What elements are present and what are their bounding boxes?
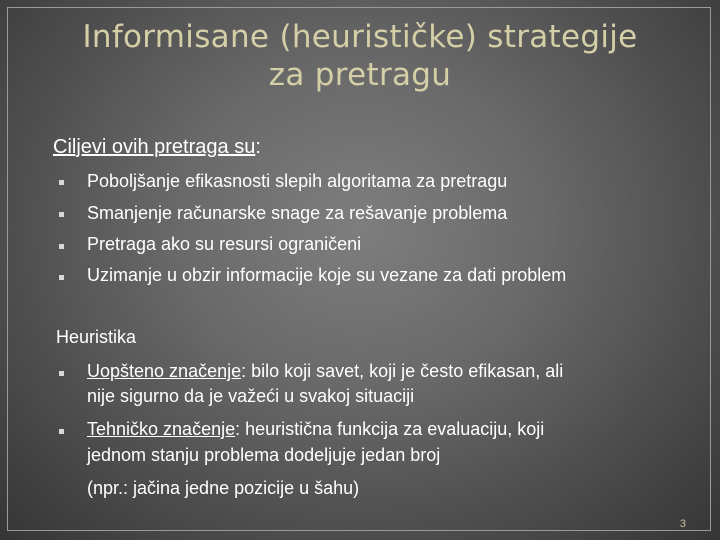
bullet-icon [59, 429, 64, 434]
heuristic-item-1-line-1 [87, 360, 563, 382]
heuristic-item-2-line-2: jednom stanju problema dodeljuje jedan broj [87, 445, 441, 465]
page-number: 3 [679, 518, 686, 530]
heuristic-term-technical: Tehničko značenje [87, 419, 236, 439]
bullet-icon [59, 180, 64, 185]
goals-heading-text: Ciljevi ovih pretraga su [53, 136, 256, 158]
heuristic-item-2-rest: : heuristična funkcija za evaluaciju, koji [235, 419, 545, 439]
goal-item-4: Uzimanje u obzir informacije koje su vezane za dati problem [87, 265, 567, 285]
title-line-1: Informisane (heurističke) strategije [82, 19, 638, 55]
heuristic-item-2-line-3: (npr.: jačina jedne pozicije u šahu) [87, 478, 360, 498]
bullet-icon [59, 244, 64, 249]
bullet-icon [59, 212, 64, 217]
title-line-2: za pretragu [268, 57, 452, 93]
heuristic-item-1-line-2: nije sigurno da je važeći u svakoj situaciji [87, 386, 415, 406]
goal-item-3: Pretraga ako su resursi ograničeni [87, 234, 362, 254]
heuristics-heading: Heuristika [56, 327, 137, 347]
goals-heading [53, 135, 261, 159]
goal-item-1: Poboljšanje efikasnosti slepih algoritama za pretragu [87, 171, 508, 191]
heuristic-item-2-line-1 [87, 418, 544, 440]
goals-heading-colon: : [255, 136, 261, 158]
heuristic-item-1-rest: : bilo koji savet, koji je često efikasan, ali [241, 361, 564, 381]
bullet-icon [59, 275, 64, 280]
bullet-icon [59, 371, 64, 376]
heuristic-term-general: Uopšteno značenje [87, 361, 242, 381]
goal-item-2: Smanjenje računarske snage za rešavanje problema [87, 203, 508, 223]
